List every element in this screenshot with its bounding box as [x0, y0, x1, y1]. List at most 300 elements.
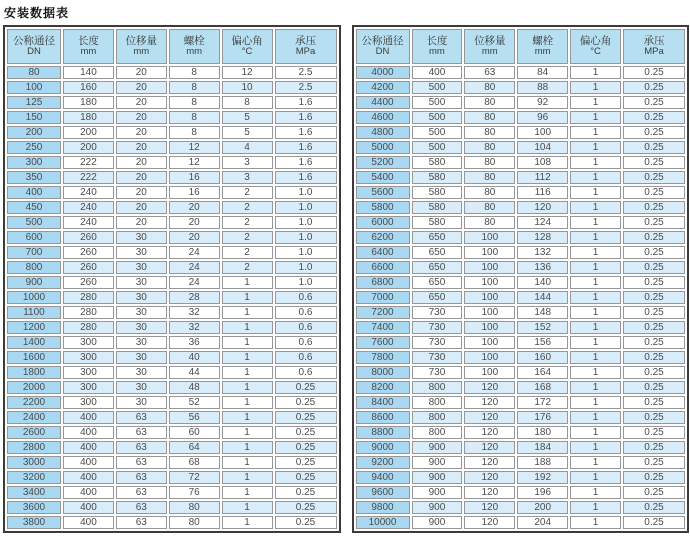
value-cell: 20: [116, 66, 167, 79]
table-row: [7, 456, 337, 469]
value-cell: 300: [63, 336, 114, 349]
column-unit: mm: [133, 46, 150, 58]
value-cell: 1: [570, 141, 621, 154]
value-cell: 56: [169, 411, 220, 424]
table-row: [356, 321, 686, 334]
value-cell: 0.25: [623, 186, 685, 199]
dn-cell: 3600: [7, 501, 61, 514]
value-cell: 400: [63, 426, 114, 439]
value-cell: 63: [116, 426, 167, 439]
value-cell: 1: [570, 246, 621, 259]
value-cell: 120: [517, 201, 568, 214]
column-header: [7, 29, 61, 64]
table-row: [7, 306, 337, 319]
column-label: 位移量: [125, 35, 158, 47]
table-row: [356, 156, 686, 169]
value-cell: 400: [63, 441, 114, 454]
dn-cell: 4800: [356, 126, 410, 139]
value-cell: 300: [63, 381, 114, 394]
value-cell: 0.25: [623, 201, 685, 214]
table-row: [356, 276, 686, 289]
value-cell: 63: [464, 66, 515, 79]
value-cell: 400: [63, 471, 114, 484]
value-cell: 1: [570, 441, 621, 454]
dn-cell: 3800: [7, 516, 61, 529]
value-cell: 2: [222, 261, 273, 274]
dn-cell: 5400: [356, 171, 410, 184]
value-cell: 0.25: [275, 471, 337, 484]
value-cell: 0.6: [275, 351, 337, 364]
table-row: [356, 516, 686, 529]
dn-cell: 9200: [356, 456, 410, 469]
table-row: [356, 396, 686, 409]
table-row: [356, 366, 686, 379]
table-row: [7, 501, 337, 514]
table-row: [7, 231, 337, 244]
dn-cell: 8400: [356, 396, 410, 409]
value-cell: 64: [169, 441, 220, 454]
value-cell: 400: [63, 411, 114, 424]
table-row: [7, 261, 337, 274]
dn-cell: 4400: [356, 96, 410, 109]
value-cell: 120: [464, 471, 515, 484]
value-cell: 400: [63, 486, 114, 499]
column-header: [464, 29, 515, 64]
value-cell: 1: [570, 66, 621, 79]
table-row: [7, 66, 337, 79]
value-cell: 10: [222, 81, 273, 94]
value-cell: 0.25: [275, 396, 337, 409]
value-cell: 0.25: [275, 456, 337, 469]
table-row: [356, 261, 686, 274]
value-cell: 0.25: [623, 81, 685, 94]
table-row: [356, 81, 686, 94]
value-cell: 88: [517, 81, 568, 94]
value-cell: 80: [464, 141, 515, 154]
column-header: [63, 29, 114, 64]
value-cell: 1: [570, 486, 621, 499]
value-cell: 12: [222, 66, 273, 79]
value-cell: 80: [464, 216, 515, 229]
value-cell: 112: [517, 171, 568, 184]
value-cell: 580: [412, 186, 463, 199]
value-cell: 0.25: [275, 441, 337, 454]
column-label: 螺栓: [183, 35, 205, 47]
value-cell: 1.0: [275, 276, 337, 289]
value-cell: 1: [570, 516, 621, 529]
value-cell: 140: [63, 66, 114, 79]
value-cell: 20: [169, 231, 220, 244]
table-row: [356, 66, 686, 79]
value-cell: 140: [517, 276, 568, 289]
value-cell: 2.5: [275, 66, 337, 79]
dn-cell: 1200: [7, 321, 61, 334]
value-cell: 0.25: [623, 171, 685, 184]
value-cell: 176: [517, 411, 568, 424]
value-cell: 1: [222, 456, 273, 469]
column-header: [275, 29, 337, 64]
value-cell: 500: [412, 126, 463, 139]
value-cell: 120: [464, 516, 515, 529]
table-row: [356, 471, 686, 484]
value-cell: 5: [222, 126, 273, 139]
value-cell: 100: [464, 231, 515, 244]
value-cell: 1: [222, 381, 273, 394]
value-cell: 30: [116, 246, 167, 259]
column-label: 螺栓: [532, 35, 554, 47]
value-cell: 63: [116, 471, 167, 484]
value-cell: 0.25: [623, 306, 685, 319]
column-unit: °C: [590, 46, 601, 58]
value-cell: 240: [63, 216, 114, 229]
value-cell: 30: [116, 276, 167, 289]
table-row: [7, 381, 337, 394]
value-cell: 20: [116, 126, 167, 139]
value-cell: 156: [517, 336, 568, 349]
value-cell: 30: [116, 321, 167, 334]
value-cell: 0.25: [623, 96, 685, 109]
table-row: [7, 396, 337, 409]
value-cell: 30: [116, 351, 167, 364]
value-cell: 1: [222, 366, 273, 379]
table-row: [7, 426, 337, 439]
value-cell: 0.6: [275, 321, 337, 334]
value-cell: 0.25: [623, 366, 685, 379]
dn-cell: 8200: [356, 381, 410, 394]
value-cell: 1: [570, 381, 621, 394]
value-cell: 900: [412, 516, 463, 529]
value-cell: 900: [412, 456, 463, 469]
dn-cell: 500: [7, 216, 61, 229]
value-cell: 1: [570, 111, 621, 124]
value-cell: 16: [169, 186, 220, 199]
value-cell: 68: [169, 456, 220, 469]
table-row: [356, 351, 686, 364]
dn-cell: 10000: [356, 516, 410, 529]
dn-cell: 600: [7, 231, 61, 244]
value-cell: 164: [517, 366, 568, 379]
value-cell: 500: [412, 111, 463, 124]
dn-cell: 3400: [7, 486, 61, 499]
value-cell: 1: [570, 201, 621, 214]
dn-cell: 9600: [356, 486, 410, 499]
value-cell: 1: [222, 276, 273, 289]
value-cell: 0.25: [623, 351, 685, 364]
dn-cell: 900: [7, 276, 61, 289]
value-cell: 2: [222, 186, 273, 199]
value-cell: 730: [412, 351, 463, 364]
value-cell: 0.6: [275, 291, 337, 304]
column-header: [570, 29, 621, 64]
value-cell: 300: [63, 396, 114, 409]
table-row: [7, 351, 337, 364]
table-row: [356, 186, 686, 199]
table-header: [356, 29, 686, 64]
value-cell: 1.0: [275, 261, 337, 274]
value-cell: 2: [222, 216, 273, 229]
value-cell: 16: [169, 171, 220, 184]
table-row: [356, 201, 686, 214]
column-header: [623, 29, 685, 64]
value-cell: 240: [63, 186, 114, 199]
table-row: [7, 126, 337, 139]
value-cell: 20: [169, 201, 220, 214]
value-cell: 730: [412, 321, 463, 334]
value-cell: 100: [464, 336, 515, 349]
value-cell: 260: [63, 246, 114, 259]
value-cell: 144: [517, 291, 568, 304]
dn-cell: 5200: [356, 156, 410, 169]
value-cell: 3: [222, 156, 273, 169]
value-cell: 1.0: [275, 231, 337, 244]
value-cell: 580: [412, 171, 463, 184]
dn-cell: 7200: [356, 306, 410, 319]
value-cell: 1: [222, 291, 273, 304]
column-label: 承压: [295, 35, 316, 47]
value-cell: 192: [517, 471, 568, 484]
value-cell: 1.0: [275, 201, 337, 214]
value-cell: 900: [412, 471, 463, 484]
table-row: [356, 381, 686, 394]
value-cell: 0.25: [275, 381, 337, 394]
value-cell: 1: [222, 321, 273, 334]
table-row: [7, 96, 337, 109]
table-row: [356, 111, 686, 124]
dn-cell: 1000: [7, 291, 61, 304]
column-label: 位移量: [474, 35, 506, 47]
table-row: [7, 186, 337, 199]
value-cell: 280: [63, 291, 114, 304]
value-cell: 730: [412, 306, 463, 319]
value-cell: 5: [222, 111, 273, 124]
value-cell: 1: [222, 306, 273, 319]
value-cell: 2: [222, 231, 273, 244]
column-unit: mm: [186, 46, 203, 58]
value-cell: 0.25: [623, 246, 685, 259]
value-cell: 1.0: [275, 186, 337, 199]
value-cell: 128: [517, 231, 568, 244]
value-cell: 1: [222, 351, 273, 364]
value-cell: 80: [169, 516, 220, 529]
value-cell: 260: [63, 261, 114, 274]
table-row: [356, 336, 686, 349]
value-cell: 650: [412, 246, 463, 259]
value-cell: 20: [116, 96, 167, 109]
value-cell: 800: [412, 426, 463, 439]
value-cell: 92: [517, 96, 568, 109]
column-header: [169, 29, 220, 64]
value-cell: 180: [63, 111, 114, 124]
value-cell: 730: [412, 336, 463, 349]
table-row: [356, 501, 686, 514]
value-cell: 1.6: [275, 96, 337, 109]
dn-cell: 300: [7, 156, 61, 169]
dn-cell: 2400: [7, 411, 61, 424]
value-cell: 100: [464, 321, 515, 334]
value-cell: 100: [464, 246, 515, 259]
column-label: 偏心角: [579, 35, 612, 47]
column-unit: mm: [80, 46, 97, 58]
value-cell: 0.25: [623, 471, 685, 484]
value-cell: 80: [464, 96, 515, 109]
table-row: [7, 291, 337, 304]
table-row: [356, 126, 686, 139]
value-cell: 0.25: [275, 426, 337, 439]
value-cell: 100: [464, 276, 515, 289]
value-cell: 1.6: [275, 171, 337, 184]
value-cell: 80: [464, 171, 515, 184]
column-label: 承压: [643, 35, 665, 47]
column-unit: DN: [27, 46, 41, 58]
table-row: [7, 156, 337, 169]
value-cell: 132: [517, 246, 568, 259]
value-cell: 1: [570, 291, 621, 304]
install-data-table-left: [3, 25, 341, 533]
table-row: [7, 276, 337, 289]
dn-cell: 250: [7, 141, 61, 154]
value-cell: 116: [517, 186, 568, 199]
value-cell: 48: [169, 381, 220, 394]
dn-cell: 8600: [356, 411, 410, 424]
value-cell: 0.25: [275, 516, 337, 529]
value-cell: 0.25: [623, 126, 685, 139]
value-cell: 0.25: [623, 486, 685, 499]
value-cell: 120: [464, 396, 515, 409]
value-cell: 800: [412, 396, 463, 409]
value-cell: 100: [464, 306, 515, 319]
table-row: [356, 411, 686, 424]
value-cell: 100: [464, 261, 515, 274]
column-label: 公称通径: [361, 35, 404, 47]
value-cell: 1: [570, 471, 621, 484]
dn-cell: 9400: [356, 471, 410, 484]
value-cell: 260: [63, 231, 114, 244]
table-row: [356, 171, 686, 184]
value-cell: 63: [116, 411, 167, 424]
column-header: [356, 29, 410, 64]
page-title: 安装数据表: [4, 6, 70, 20]
value-cell: 500: [412, 141, 463, 154]
value-cell: 0.25: [623, 321, 685, 334]
column-unit: mm: [481, 46, 498, 58]
dn-cell: 7800: [356, 351, 410, 364]
value-cell: 80: [464, 126, 515, 139]
value-cell: 1: [222, 396, 273, 409]
value-cell: 108: [517, 156, 568, 169]
dn-cell: 6000: [356, 216, 410, 229]
value-cell: 0.25: [623, 66, 685, 79]
value-cell: 400: [63, 516, 114, 529]
value-cell: 0.6: [275, 336, 337, 349]
value-cell: 100: [464, 351, 515, 364]
dn-cell: 1100: [7, 306, 61, 319]
value-cell: 900: [412, 501, 463, 514]
value-cell: 12: [169, 156, 220, 169]
value-cell: 2: [222, 246, 273, 259]
value-cell: 1: [222, 336, 273, 349]
value-cell: 63: [116, 501, 167, 514]
value-cell: 168: [517, 381, 568, 394]
value-cell: 0.6: [275, 306, 337, 319]
value-cell: 0.25: [275, 501, 337, 514]
value-cell: 63: [116, 486, 167, 499]
dn-cell: 2800: [7, 441, 61, 454]
value-cell: 0.25: [623, 426, 685, 439]
value-cell: 63: [116, 516, 167, 529]
value-cell: 28: [169, 291, 220, 304]
dn-cell: 80: [7, 66, 61, 79]
column-label: 长度: [77, 35, 99, 47]
value-cell: 1.6: [275, 141, 337, 154]
value-cell: 1: [570, 456, 621, 469]
value-cell: 580: [412, 156, 463, 169]
value-cell: 8: [169, 66, 220, 79]
value-cell: 1: [570, 216, 621, 229]
value-cell: 3: [222, 171, 273, 184]
column-unit: MPa: [644, 46, 664, 58]
value-cell: 120: [464, 501, 515, 514]
dn-cell: 1400: [7, 336, 61, 349]
value-cell: 104: [517, 141, 568, 154]
dn-cell: 4200: [356, 81, 410, 94]
dn-cell: 9800: [356, 501, 410, 514]
column-unit: MPa: [295, 46, 316, 58]
dn-cell: 4600: [356, 111, 410, 124]
dn-cell: 8800: [356, 426, 410, 439]
value-cell: 136: [517, 261, 568, 274]
value-cell: 0.25: [275, 486, 337, 499]
value-cell: 730: [412, 366, 463, 379]
value-cell: 1: [570, 96, 621, 109]
value-cell: 100: [464, 366, 515, 379]
dn-cell: 2200: [7, 396, 61, 409]
value-cell: 60: [169, 426, 220, 439]
value-cell: 8: [169, 111, 220, 124]
value-cell: 30: [116, 396, 167, 409]
table-row: [356, 441, 686, 454]
value-cell: 20: [116, 141, 167, 154]
value-cell: 20: [169, 216, 220, 229]
value-cell: 1.0: [275, 246, 337, 259]
column-header: [116, 29, 167, 64]
dn-cell: 9000: [356, 441, 410, 454]
value-cell: 30: [116, 306, 167, 319]
value-cell: 100: [464, 291, 515, 304]
value-cell: 0.25: [623, 381, 685, 394]
value-cell: 0.25: [275, 411, 337, 424]
value-cell: 0.25: [623, 291, 685, 304]
value-cell: 200: [517, 501, 568, 514]
value-cell: 0.25: [623, 516, 685, 529]
value-cell: 0.25: [623, 276, 685, 289]
value-cell: 80: [464, 111, 515, 124]
value-cell: 200: [63, 126, 114, 139]
value-cell: 120: [464, 381, 515, 394]
value-cell: 1.6: [275, 156, 337, 169]
value-cell: 1: [222, 501, 273, 514]
value-cell: 0.25: [623, 456, 685, 469]
value-cell: 1: [222, 441, 273, 454]
table-row: [356, 141, 686, 154]
value-cell: 650: [412, 276, 463, 289]
table-row: [7, 471, 337, 484]
value-cell: 0.25: [623, 141, 685, 154]
value-cell: 1: [570, 336, 621, 349]
table-row: [356, 231, 686, 244]
value-cell: 120: [464, 486, 515, 499]
column-label: 偏心角: [231, 35, 263, 47]
table-row: [7, 201, 337, 214]
